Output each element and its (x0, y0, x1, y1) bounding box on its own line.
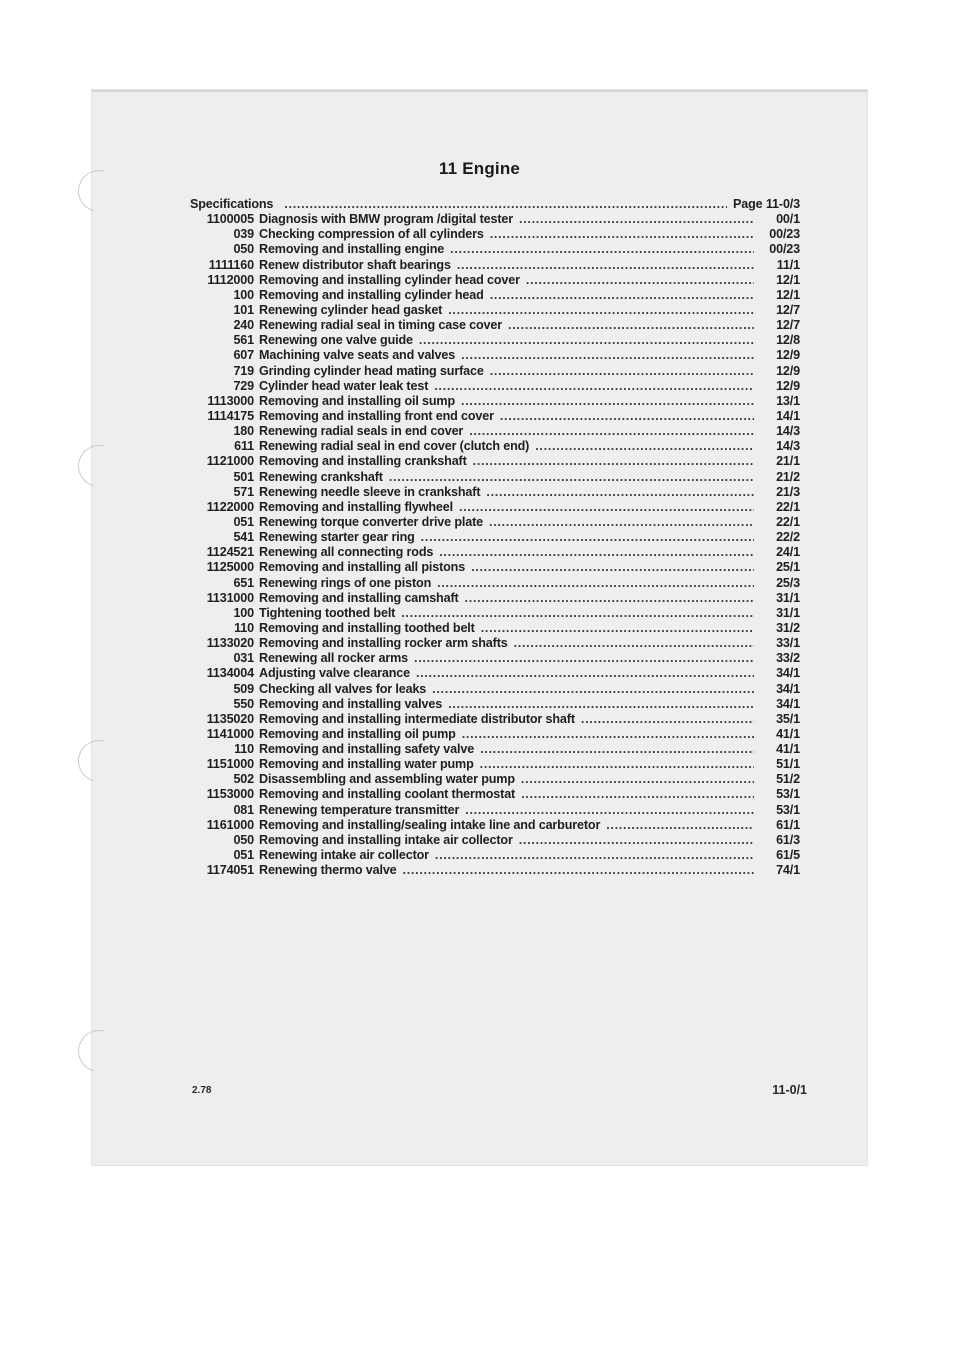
page-reference: 21/3 (776, 484, 800, 499)
toc-row (190, 757, 800, 772)
repair-code: 081 (233, 802, 254, 817)
toc-row (190, 454, 800, 469)
page-reference: 14/1 (776, 408, 800, 423)
toc-row (190, 545, 800, 560)
dot-leader (419, 333, 754, 347)
operation-title: Renewing radial seals in end cover (259, 424, 464, 439)
toc-row (190, 560, 800, 575)
page-title: 11 Engine (438, 159, 521, 178)
repair-code: 502 (233, 772, 254, 787)
repair-code: 719 (233, 363, 254, 378)
toc-row (190, 242, 800, 257)
page-top-edge (92, 90, 867, 92)
operation-title: Cylinder head water leak test (259, 378, 429, 393)
repair-code: 050 (233, 832, 254, 847)
dot-leader (490, 364, 754, 378)
page-reference: 34/1 (776, 666, 800, 681)
operation-title: Removing and installing all pistons (259, 560, 466, 575)
page-reference: 33/2 (776, 651, 800, 666)
page-reference: 34/1 (776, 696, 800, 711)
dot-leader (462, 727, 754, 741)
toc-row (190, 379, 800, 394)
toc-row (190, 697, 800, 712)
page-reference: 53/1 (776, 802, 800, 817)
operation-title: Adjusting valve clearance (259, 666, 410, 681)
repair-code: 607 (233, 348, 254, 363)
dot-leader (526, 273, 754, 287)
operation-title: Removing and installing intermediate distributor shaft (259, 711, 575, 726)
page-reference: 41/1 (776, 726, 800, 741)
page-reference: 21/1 (776, 454, 800, 469)
toc-row (190, 863, 800, 878)
page-reference: 12/7 (776, 302, 800, 317)
operation-title: Removing and installing valves (259, 696, 443, 711)
repair-code: 1125000 (206, 560, 254, 575)
dot-leader (521, 787, 754, 801)
repair-code: 1151000 (206, 757, 254, 772)
dot-leader (490, 288, 754, 302)
repair-code: 050 (233, 242, 254, 257)
page-reference: 61/1 (776, 817, 800, 832)
dot-leader (490, 227, 754, 241)
page-reference: 22/2 (776, 530, 800, 545)
operation-title: Renewing all connecting rods (259, 545, 434, 560)
repair-code: 110 (234, 742, 254, 757)
page-reference: 31/1 (776, 590, 800, 605)
toc-row (190, 500, 800, 515)
page-reference: 31/1 (776, 605, 800, 620)
toc-row-specifications (190, 197, 800, 212)
repair-code: 180 (233, 424, 254, 439)
repair-code: 1124521 (206, 545, 254, 560)
operation-title: Machining valve seats and valves (259, 348, 456, 363)
toc-row (190, 273, 800, 288)
toc-row (190, 258, 800, 273)
page-reference: 21/2 (776, 469, 800, 484)
toc-row (190, 424, 800, 439)
toc-row (190, 303, 800, 318)
operation-title: Diagnosis with BMW program /digital tester (259, 212, 513, 227)
operation-title: Renewing radial seal in end cover (clutch end) (259, 439, 530, 454)
punch-hole-bottom (70, 1022, 127, 1079)
toc-row (190, 772, 800, 787)
toc-row (190, 485, 800, 500)
repair-code: 541 (233, 530, 254, 545)
repair-code: 1100005 (206, 212, 254, 227)
repair-code: 240 (233, 318, 254, 333)
repair-code: 100 (233, 287, 254, 302)
operation-title: Removing and installing oil sump (259, 393, 456, 408)
toc-row (190, 712, 800, 727)
toc-row (190, 833, 800, 848)
repair-code: 1121000 (206, 454, 254, 469)
page-reference: 74/1 (776, 863, 800, 878)
page-reference: 00/23 (769, 242, 800, 257)
punch-hole-lower (70, 732, 127, 789)
operation-title: Removing and installing/sealing intake line and carburetor (259, 817, 601, 832)
dot-leader (480, 742, 754, 756)
dot-leader (473, 454, 754, 468)
page-reference: 25/1 (776, 560, 800, 575)
operation-title: Grinding cylinder head mating surface (259, 363, 484, 378)
toc-row (190, 742, 800, 757)
specifications-label: Specifications (190, 197, 274, 211)
dot-leader (414, 651, 754, 665)
repair-code: 1153000 (206, 787, 254, 802)
dot-leader (450, 242, 754, 256)
operation-title: Renewing starter gear ring (259, 530, 415, 545)
dot-leader (471, 560, 754, 574)
toc-row (190, 530, 800, 545)
toc-row (190, 682, 800, 697)
toc-row (190, 666, 800, 681)
page-reference: 41/1 (776, 742, 800, 757)
toc-row (190, 318, 800, 333)
toc-row (190, 651, 800, 666)
specifications-page: Page 11-0/3 (733, 197, 800, 211)
repair-code: 031 (233, 651, 254, 666)
repair-code: 051 (233, 848, 254, 863)
operation-title: Removing and installing engine (259, 242, 445, 257)
operation-title: Renewing rings of one piston (259, 575, 432, 590)
operation-title: Renewing temperature transmitter (259, 802, 460, 817)
dot-leader (421, 530, 754, 544)
page-reference: 22/1 (776, 499, 800, 514)
operation-title: Checking all valves for leaks (259, 681, 427, 696)
repair-code: 1131000 (206, 590, 254, 605)
dot-leader (389, 470, 754, 484)
dot-leader (459, 500, 754, 514)
dot-leader (461, 348, 754, 362)
page-reference: 22/1 (776, 514, 800, 529)
operation-title: Renewing radial seal in timing case cover (259, 318, 503, 333)
operation-title: Renewing all rocker arms (259, 651, 408, 666)
footer-date: 2.78 (192, 1085, 212, 1096)
toc-row (190, 606, 800, 621)
toc-row (190, 288, 800, 303)
dot-leader (434, 379, 754, 393)
toc-row (190, 621, 800, 636)
toc-row (190, 803, 800, 818)
operation-title: Removing and installing intake air collector (259, 832, 513, 847)
dot-leader (519, 833, 754, 847)
operation-title: Renewing crankshaft (259, 469, 383, 484)
repair-code: 1114175 (207, 408, 254, 423)
toc-row (190, 212, 800, 227)
page-reference: 35/1 (776, 711, 800, 726)
toc-row (190, 470, 800, 485)
toc-row (190, 227, 800, 242)
repair-code: 651 (233, 575, 254, 590)
dot-leader (486, 485, 754, 499)
dot-leader (435, 848, 754, 862)
operation-title: Removing and installing oil pump (259, 726, 456, 741)
operation-title: Removing and installing water pump (259, 757, 474, 772)
page-reference: 14/3 (776, 424, 800, 439)
operation-title: Removing and installing toothed belt (259, 620, 475, 635)
dot-leader (461, 394, 754, 408)
operation-title: Removing and installing rocker arm shafts (259, 636, 508, 651)
punch-hole-middle (70, 437, 127, 494)
toc-row (190, 636, 800, 651)
dot-leader (432, 682, 754, 696)
dot-leader (416, 666, 754, 680)
repair-code: 1133020 (206, 636, 254, 651)
repair-code: 039 (233, 227, 254, 242)
toc-row (190, 394, 800, 409)
repair-code: 1174051 (206, 863, 254, 878)
page-reference: 12/8 (776, 333, 800, 348)
repair-code: 501 (233, 469, 254, 484)
toc-row (190, 439, 800, 454)
repair-code: 1111160 (208, 257, 254, 272)
page-reference: 24/1 (776, 545, 800, 560)
repair-code: 1161000 (206, 817, 254, 832)
dot-leader (437, 576, 754, 590)
operation-title: Renewing torque converter drive plate (259, 514, 483, 529)
page-reference: 31/2 (776, 620, 800, 635)
repair-code: 509 (233, 681, 254, 696)
operation-title: Disassembling and assembling water pump (259, 772, 515, 787)
toc-row (190, 848, 800, 863)
operation-title: Tightening toothed belt (259, 605, 396, 620)
dot-leader (519, 212, 754, 226)
dot-leader (535, 439, 754, 453)
operation-title: Removing and installing cylinder head (259, 287, 484, 302)
dot-leader (581, 712, 754, 726)
dot-leader (508, 318, 754, 332)
page-reference: 12/1 (776, 287, 800, 302)
toc-row (190, 787, 800, 802)
repair-code: 1122000 (206, 499, 254, 514)
toc-row (190, 727, 800, 742)
repair-code: 051 (233, 514, 254, 529)
toc-row (190, 576, 800, 591)
dot-leader (403, 863, 754, 877)
page-reference: 25/3 (776, 575, 800, 590)
toc-row (190, 409, 800, 424)
repair-code: 1112000 (207, 272, 254, 287)
page-reference: 12/1 (776, 272, 800, 287)
page-reference: 12/7 (776, 318, 800, 333)
repair-code: 561 (233, 333, 254, 348)
page-reference: 53/1 (776, 787, 800, 802)
operation-title: Renewing one valve guide (259, 333, 413, 348)
dot-leader (439, 545, 754, 559)
operation-title: Checking compression of all cylinders (259, 227, 484, 242)
operation-title: Removing and installing safety valve (259, 742, 475, 757)
repair-code: 611 (234, 439, 254, 454)
document-page (92, 90, 867, 1165)
page-reference: 34/1 (776, 681, 800, 696)
repair-code: 729 (233, 378, 254, 393)
page-reference: 00/23 (769, 227, 800, 242)
operation-title: Renewing cylinder head gasket (259, 302, 443, 317)
repair-code: 571 (233, 484, 254, 499)
dot-leader (469, 424, 754, 438)
operation-title: Removing and installing crankshaft (259, 454, 467, 469)
page-reference: 12/9 (776, 363, 800, 378)
repair-code: 101 (233, 302, 254, 317)
page-reference: 61/3 (776, 832, 800, 847)
operation-title: Removing and installing cylinder head cover (259, 272, 520, 287)
dot-leader (448, 303, 754, 317)
dot-leader (480, 757, 754, 771)
page-reference: 33/1 (776, 636, 800, 651)
toc-row (190, 591, 800, 606)
page-reference: 14/3 (776, 439, 800, 454)
operation-title: Renew distributor shaft bearings (259, 257, 451, 272)
dot-leader (284, 197, 727, 211)
dot-leader (514, 636, 754, 650)
dot-leader (481, 621, 754, 635)
footer-page-number: 11-0/1 (772, 1083, 807, 1097)
toc-row (190, 333, 800, 348)
operation-title: Removing and installing front end cover (259, 408, 494, 423)
dot-leader (457, 258, 754, 272)
page-reference: 00/1 (776, 212, 800, 227)
table-of-contents (190, 197, 800, 878)
dot-leader (521, 772, 754, 786)
page-reference: 12/9 (776, 348, 800, 363)
page-reference: 51/1 (776, 757, 800, 772)
page-reference: 13/1 (776, 393, 800, 408)
toc-row (190, 364, 800, 379)
page-reference: 12/9 (776, 378, 800, 393)
page-reference: 11/1 (776, 257, 800, 272)
operation-title: Renewing thermo valve (259, 863, 397, 878)
page-reference: 61/5 (776, 848, 800, 863)
repair-code: 1134004 (206, 666, 254, 681)
operation-title: Removing and installing camshaft (259, 590, 459, 605)
repair-code: 1113000 (207, 393, 254, 408)
dot-leader (489, 515, 754, 529)
repair-code: 110 (234, 620, 254, 635)
toc-row (190, 348, 800, 363)
repair-code: 1141000 (206, 726, 254, 741)
dot-leader (500, 409, 754, 423)
operation-title: Renewing needle sleeve in crankshaft (259, 484, 481, 499)
operation-title: Removing and installing coolant thermostat (259, 787, 516, 802)
page-reference: 51/2 (776, 772, 800, 787)
dot-leader (448, 697, 754, 711)
dot-leader (465, 803, 754, 817)
toc-row (190, 818, 800, 833)
dot-leader (401, 606, 754, 620)
repair-code: 1135020 (206, 711, 254, 726)
toc-row (190, 515, 800, 530)
operation-title: Removing and installing flywheel (259, 499, 453, 514)
operation-title: Renewing intake air collector (259, 848, 429, 863)
repair-code: 100 (233, 605, 254, 620)
dot-leader (606, 818, 754, 832)
dot-leader (465, 591, 754, 605)
repair-code: 550 (233, 696, 254, 711)
